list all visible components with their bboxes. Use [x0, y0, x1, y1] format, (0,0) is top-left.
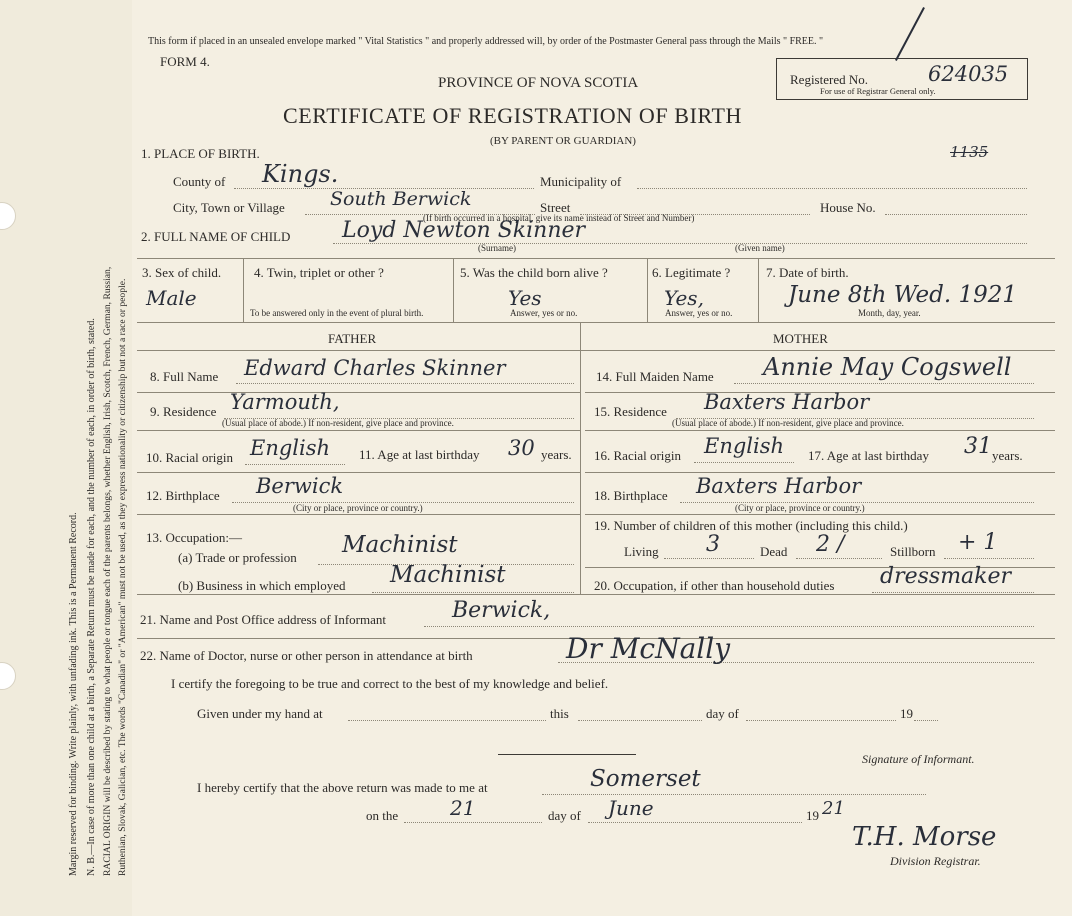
mother-age-value: 31	[964, 434, 992, 459]
registrar-only-note: For use of Registrar General only.	[820, 86, 936, 96]
legitimate-value: Yes,	[664, 286, 704, 310]
birth-date-value: June 8th Wed. 1921	[788, 282, 1018, 308]
house-number-label: House No.	[820, 200, 876, 215]
registered-label: Registered No.	[790, 72, 868, 87]
child-name-value: Loyd Newton Skinner	[342, 218, 586, 243]
mother-birthplace-note: (City or place, province or country.)	[735, 503, 865, 513]
father-name-label: 8. Full Name	[150, 369, 219, 384]
father-birthplace-value: Berwick	[256, 474, 344, 498]
division-registrar-label: Division Registrar.	[890, 854, 981, 868]
street-note: (If birth occurred in a hospital, give its name instead of Street and Number)	[423, 213, 695, 223]
business-value: Machinist	[390, 562, 506, 588]
father-residence-value: Yarmouth,	[230, 390, 340, 414]
father-occupation-label: 13. Occupation:—	[146, 530, 243, 545]
father-racial-value: English	[250, 436, 331, 460]
day-of-label: day of	[706, 706, 739, 721]
mother-residence-note: (Usual place of abode.) If non-resident, give place and province.	[672, 418, 904, 428]
born-alive-note: Answer, yes or no.	[510, 308, 578, 318]
registrar-month-value: June	[608, 796, 654, 820]
margin-note: Ruthenian, Slovak, Galician, etc. The words "Canadian" or "American" must not be used, as they express nationality or citizenship but not a race or people.	[117, 278, 128, 876]
certificate-subtitle: (BY PARENT OR GUARDIAN)	[490, 135, 636, 147]
birth-date-label: 7. Date of birth.	[766, 265, 849, 280]
mother-birthplace-label: 18. Birthplace	[594, 488, 668, 503]
surname-note: (Surname)	[478, 243, 516, 253]
father-name-value: Edward Charles Skinner	[244, 356, 506, 380]
postal-note: This form if placed in an unsealed envelope marked " Vital Statistics " and properly addressed will, by order of the Postmaster General pass through the Mails " FREE. "	[148, 36, 824, 47]
father-age-label: 11. Age at last birthday	[359, 447, 480, 462]
mother-occupation-label: 20. Occupation, if other than household duties	[594, 578, 835, 593]
registrar-day-value: 21	[450, 796, 476, 820]
father-age-value: 30	[508, 436, 535, 460]
mother-racial-value: English	[704, 434, 785, 458]
informant-label: 21. Name and Post Office address of Informant	[140, 612, 386, 627]
father-residence-label: 9. Residence	[150, 404, 217, 419]
mother-residence-label: 15. Residence	[594, 404, 667, 419]
province-heading: PROVINCE OF NOVA SCOTIA	[438, 75, 639, 91]
trade-label: (a) Trade or profession	[178, 550, 297, 565]
stillborn-label: Stillborn	[890, 544, 936, 559]
mother-age-label: 17. Age at last birthday	[808, 448, 929, 463]
business-label: (b) Business in which employed	[178, 578, 346, 593]
registered-number: 624035	[928, 62, 1009, 86]
given-under-label: Given under my hand at	[197, 706, 323, 721]
form-number: FORM 4.	[160, 54, 210, 69]
children-count-label: 19. Number of children of this mother (including this child.)	[594, 518, 908, 533]
county-value: Kings.	[262, 160, 339, 188]
living-label: Living	[624, 544, 659, 559]
father-residence-note: (Usual place of abode.) If non-resident, give place and province.	[222, 418, 454, 428]
mother-years-label: years.	[992, 448, 1023, 463]
birth-date-note: Month, day, year.	[858, 308, 921, 318]
city-value: South Berwick	[330, 188, 472, 210]
registrar-day-of-label: day of	[548, 808, 581, 823]
sex-value: Male	[146, 286, 197, 310]
stillborn-value: + 1	[958, 530, 998, 555]
twin-note: To be answered only in the event of plural birth.	[250, 308, 424, 318]
mother-name-value: Annie May Cogswell	[763, 353, 1012, 381]
mother-residence-value: Baxters Harbor	[704, 390, 870, 414]
father-birthplace-note: (City or place, province or country.)	[293, 503, 423, 513]
mother-racial-label: 16. Racial origin	[594, 448, 682, 463]
ink-slash	[895, 7, 925, 61]
struck-number: 1135	[950, 143, 989, 161]
margin-note: Margin reserved for binding. Write plainly, with unfading ink. This is a Permanent Record.	[68, 512, 79, 876]
registrar-signature: T.H. Morse	[852, 822, 997, 852]
father-years-label: years.	[541, 447, 572, 462]
this-label: this	[550, 706, 569, 721]
twin-label: 4. Twin, triplet or other ?	[254, 265, 384, 280]
city-label: City, Town or Village	[173, 200, 285, 215]
county-label: County of	[173, 174, 226, 189]
legitimate-label: 6. Legitimate ?	[652, 265, 731, 280]
father-heading: FATHER	[328, 331, 377, 346]
dead-value: 2 /	[816, 532, 845, 557]
mother-occupation-value: dressmaker	[880, 564, 1012, 589]
informant-signature-label: Signature of Informant.	[862, 752, 975, 766]
born-alive-label: 5. Was the child born alive ?	[460, 265, 608, 280]
registrar-place-value: Somerset	[590, 766, 701, 792]
doctor-label: 22. Name of Doctor, nurse or other person in attendance at birth	[140, 648, 473, 663]
registrar-statement: I hereby certify that the above return was made to me at	[197, 780, 488, 795]
informant-value: Berwick,	[452, 598, 551, 623]
certify-statement: I certify the foregoing to be true and correct to the best of my knowledge and belief.	[171, 676, 609, 691]
born-alive-value: Yes	[508, 286, 542, 310]
given-name-note: (Given name)	[735, 243, 785, 253]
doctor-value: Dr McNally	[566, 632, 731, 665]
father-birthplace-label: 12. Birthplace	[146, 488, 220, 503]
margin-note: RACIAL ORIGIN will be described by stating to what people or tongue each of the parents belongs, whether English, Irish, Scotch, French, German, Russian,	[102, 266, 113, 876]
margin-note: N. B.—In case of more than one child at a birth, a Separate Return must be made for each, and the number of each, in order of birth, stated.	[86, 318, 97, 876]
legitimate-note: Answer, yes or no.	[665, 308, 733, 318]
sex-label: 3. Sex of child.	[142, 265, 222, 280]
trade-value: Machinist	[342, 532, 458, 558]
on-the-label: on the	[366, 808, 399, 823]
place-of-birth-label: 1. PLACE OF BIRTH.	[141, 146, 260, 161]
municipality-label: Municipality of	[540, 174, 622, 189]
certificate-title: CERTIFICATE OF REGISTRATION OF BIRTH	[283, 103, 742, 128]
child-name-label: 2. FULL NAME OF CHILD	[141, 229, 291, 244]
registrar-year-value: 21	[822, 798, 845, 819]
street-label: Street	[540, 200, 571, 215]
mother-heading: MOTHER	[773, 331, 828, 346]
father-racial-label: 10. Racial origin	[146, 450, 234, 465]
mother-name-label: 14. Full Maiden Name	[596, 369, 714, 384]
registrar-year-prefix: 19	[806, 808, 819, 823]
year-prefix: 19	[900, 706, 913, 721]
dead-label: Dead	[760, 544, 788, 559]
mother-birthplace-value: Baxters Harbor	[696, 474, 862, 498]
living-value: 3	[706, 532, 720, 557]
